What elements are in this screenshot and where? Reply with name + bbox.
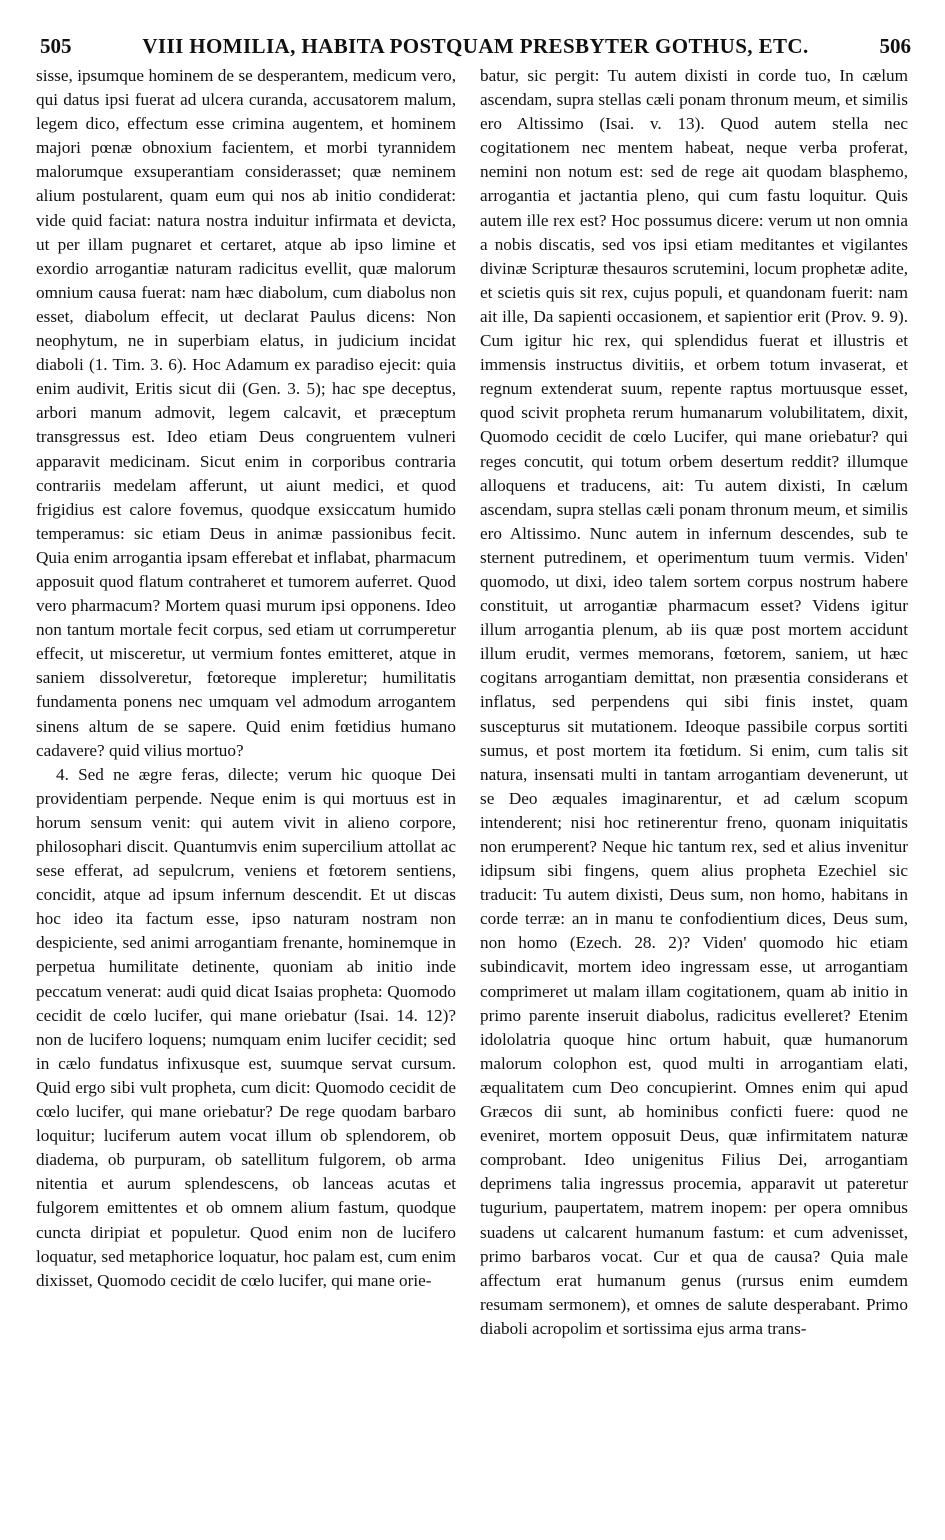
left-column (36, 64, 456, 1293)
right-column (480, 64, 908, 1341)
page-number-left: 505 (40, 34, 72, 58)
right-paragraph-1: batur, sic pergit: Tu autem dixisti in corde tuo, In cælum ascendam, supra stellas cæli ponam thronum meum, et similis ero Altissimo (Isai. v. 13). Quod autem stella nec cogitationem nec mentem habeat, neque verba proferat, nemini non notum est: sed de rege ait quodam blasphemo, arrogantia et jactantia pleno, qui cum fastu loquitur. Quis autem ille rex est? Hoc possumus dicere: verum ut non omnia a nobis discatis, sed vos ipsi etiam meditantes et vigilantes divinæ Scripturæ thesauros scrutemini, locum prophetæ adite, et scietis quis sit rex, cujus populi, et quandonam fuerit: nam ait ille, Da sapienti occasionem, et sapientior erit (Prov. 9. 9). Cum igitur hic rex, qui splendidus fuerat et illustris et immensis instructus divitiis, et orbem totum invaserat, et regnum extenderat suum, repente raptus mortuusque esset, quod scivit propheta rerum humanarum volubilitatem, dixit, Quomodo cecidit de cœlo Lucifer, qui mane oriebatur? qui reges concutit, qui totum orbem desertum reddit? illumque alloquens et traducens, ait: Tu autem dixisti, In cælum ascendam, supra stellas cæli ponam thronum meum, et similis ero Altissimo. Nunc autem in infernum descendes, sub te sternent putredinem, et operimentum tuum vermis. Viden' quomodo, ut dixi, ideo talem sortem corpus nostrum habere constituit, ut arrogantiæ pharmacum esset? Videns igitur illum arrogantia plenum, ab iis quæ post mortem accidunt illum erudit, vermes memorans, fœtorem, saniem, ut hæc cogitans arrogantiam demittat, non præsentia considerans et inflatus, sed perpendens qui sibi finis instet, quam suscepturus sit mutationem. Ideoque passibile corpus sortiti sumus, et post mortem ita fœtidum. Si enim, cum talis sit natura, insensati multi in tantam arrogantiam devenerunt, ut se Deo æquales imaginarentur, et ad cælum scopum intenderent; nisi hoc retinerentur freno, quonam iniquitatis non erumperent? Neque hic tantum rex, sed et alius invenitur idipsum sibi fingens, quem alius propheta Ezechiel sic traducit: Tu autem dixisti, Deus sum, non homo, habitans in corde terræ: an in manu te confodientium dices, Deus sum, non homo (Ezech. 28. 2)? Viden' quomodo hic etiam subindicavit, mortem ideo ingressam esse, ut arrogantiam comprimeret ut malam illam cogitationem, quam ab initio in primo parente inseruit diabolus, radicitus evelleret? Etenim idololatria quoque hinc ortum habuit, quæ humanorum malorum colophon est, quod multi in arrogantiam elati, æqualitatem cum Deo concupierint. Omnes enim qui apud Græcos dii sunt, ab hominibus conficti fuere: quod ne eveniret, mortem opposuit Deus, quæ infirmitatem naturæ comprobant. Ideo unigenitus Filius Dei, arrogantiam deprimens talia ingressus procemia, apparavit ut pateretur tugurium, paupertatem, matrem inopem: per opera omnibus suadens ut calcarent humanum fastum: et cum advenisset, primo barbaros vocat. Cur et qua de causa? Quia male affectum erat humanum genus (rursus enim eumdem resumam sermonem), et omnes de salute desperabant. Primo diaboli acropolim et sortissima ejus arma trans- (480, 66, 908, 1338)
page-header (40, 34, 911, 64)
left-paragraph-2: 4. Sed ne ægre feras, dilecte; verum hic quoque Dei providentiam perpende. Neque enim is qui mortuus est in horum sensum venit: qui autem vivit in alieno corpore, philosophari discit. Quantumvis enim supercilium attollat ac sese efferat, ad sepulcrum, veniens et fœtorem sentiens, concidit, atque ad ipsum infernum descendit. Et ut discas hoc ideo ita factum esse, ipso naturam nostram non despiciente, sed animi arrogantiam frenante, hominemque in perpetua humilitate detinente, quoniam ab initio inde peccatum venerat: audi quid dicat Isaias propheta: Quomodo cecidit de cœlo lucifer, qui mane oriebatur (Isai. 14. 12)? non de lucifero loquens; numquam enim lucifer cecidit; sed in cælo fundatus infixusque est, suumque servat cursum. Quid ergo sibi vult propheta, cum dicit: Quomodo cecidit de cœlo lucifer, qui mane oriebatur? De rege quodam barbaro loquitur; luciferum autem vocat illum ob splendorem, ob diadema, ob purpuram, ob satellitum fulgorem, ob arma nitentia et aurum splendescens, ob lanceas acutas et fulgorem emittentes et ob omnem alium fastum, quodque cuncta diripiat et populetur. Quod enim non de lucifero loquatur, sed metaphorice loquatur, hoc palam est, cum enim dixisset, Quomodo cecidit de cœlo lucifer, qui mane orie- (36, 764, 456, 1290)
running-title: VIII HOMILIA, HABITA POSTQUAM PRESBYTER GOTHUS, ETC. (142, 34, 809, 58)
left-paragraph-1: sisse, ipsumque hominem de se desperantem, medicum vero, qui datus ipsi fuerat ad ulcera curanda, accusatorem malum, legem dico, effectum esse crimina augentem, et hominem majori pœnæ obnoxium facientem, et morbi tyrannidem malorumque exsuperantiam considerasset; quæ neminem alium postularent, quam eum qui nos ab initio condiderat: vide quid faciat: natura nostra induitur infirmata et devicta, ut per illam pugnaret et certaret, atque ab ipso limine et exordio arrogantiæ naturam radicitus evellit, quæ malorum omnium causa fuerat: nam hæc diabolum, cum diabolus non esset, diabolum effecit, ut declarat Paulus dicens: Non neophytum, ne in superbiam elatus, in judicium incidat diaboli (1. Tim. 3. 6). Hoc Adamum ex paradiso ejecit: quia enim audivit, Eritis sicut dii (Gen. 3. 5); hac spe deceptus, arbori manum admovit, legem calcavit, et præceptum transgressus est. Ideo etiam Deus congruentem vulneri apparavit medicinam. Sicut enim in corporibus contraria contrariis medelam afferunt, ut aiunt medici, et quod frigidius est calore fovemus, quodque exsiccatum humido temperamus: sic etiam Deus in animæ passionibus fecit. Quia enim arrogantia ipsam efferebat et inflabat, pharmacum apposuit quod flatum contraheret et tumorem auferret. Quod vero pharmacum? Mortem quasi murum ipsi opponens. Ideo non tantum mortale fecit corpus, sed etiam ut corrumperetur effecit, ut misceretur, ut vermium fontes emitteret, atque in saniem dissolveretur, fœtoreque impleretur; humilitatis fundamenta ponens nec umquam vel admodum arrogantem sinens altum de se sapere. Quid enim fœtidius humano cadavere? quid vilius mortuo? (36, 66, 456, 760)
page-number-right: 506 (879, 34, 911, 58)
